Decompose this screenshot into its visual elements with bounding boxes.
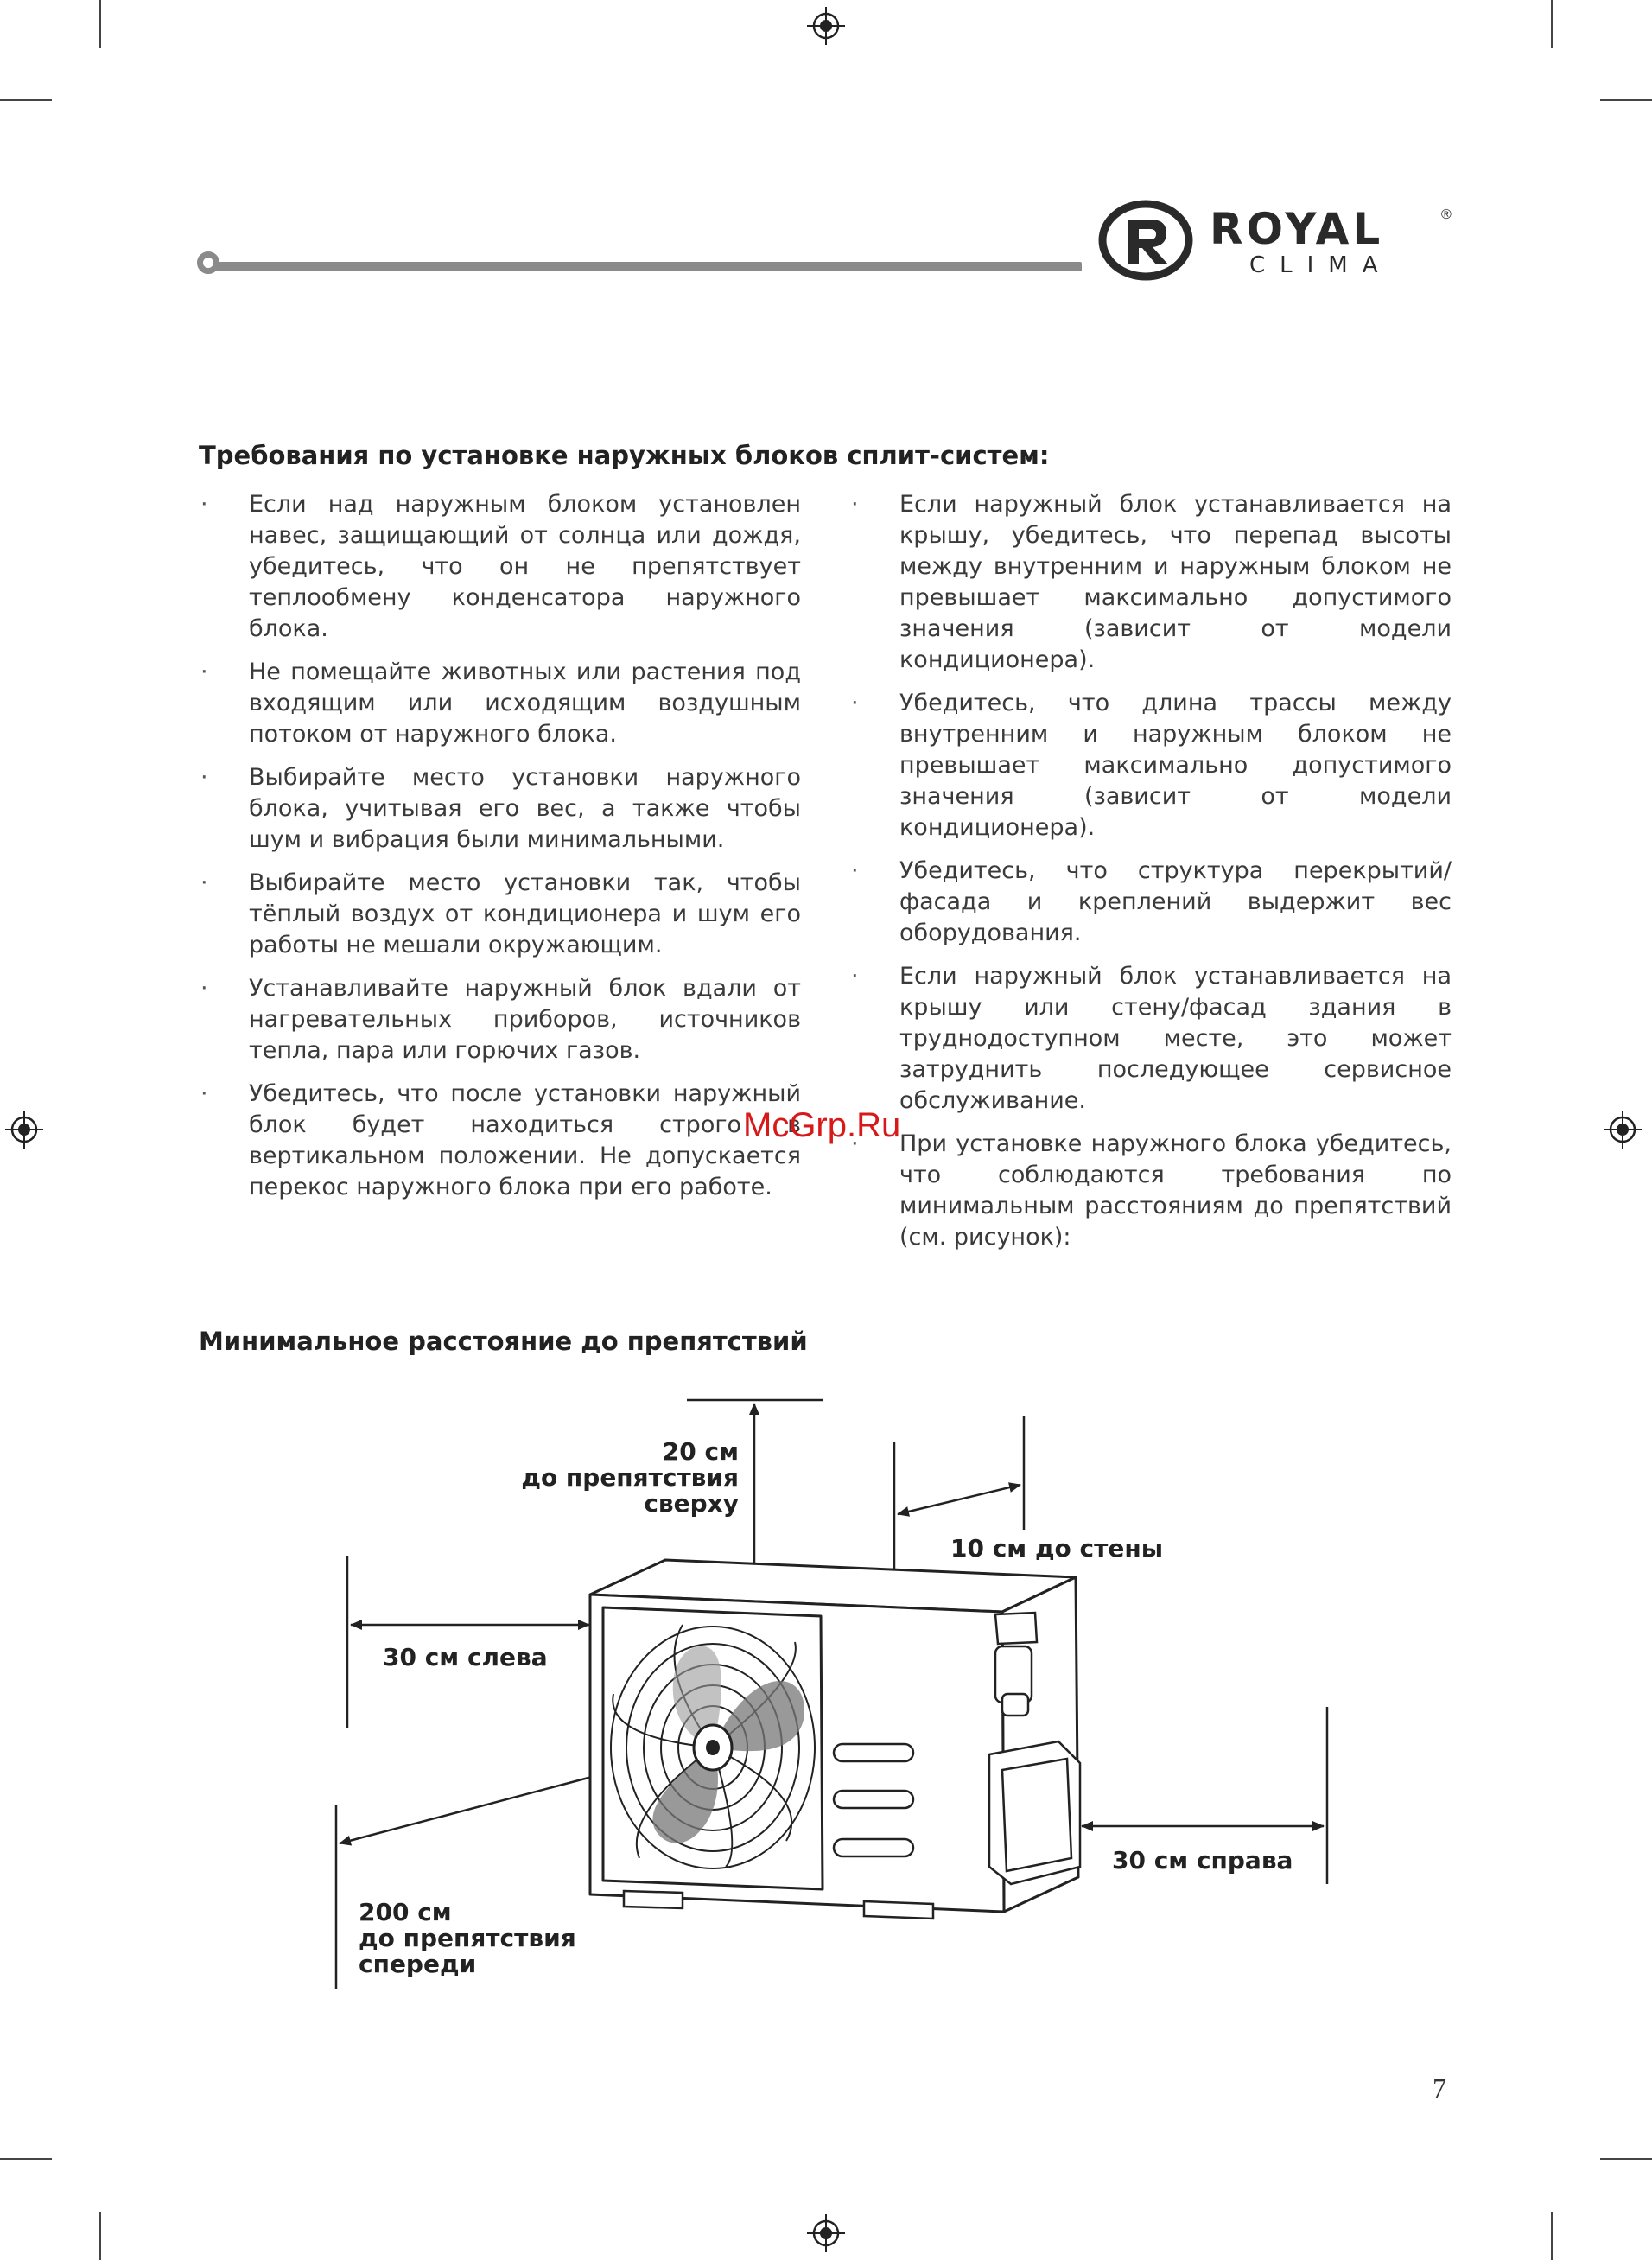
brand-r-icon <box>1097 199 1194 282</box>
section-title: Требования по установке наружных блоков сплит-систем: <box>199 441 1050 470</box>
dim-front-desc2: спереди <box>359 1950 477 1978</box>
list-item: · Убедитесь, что длина трассы между внутренним и наружным блоком не превышает максимально допустимого значения (зависит от модели кондиционера). <box>851 688 1452 844</box>
brand-name: ROYAL <box>1210 204 1384 254</box>
list-item: · Убедитесь, что структура перекрытий/фасада и креплений выдержит вес оборудования. <box>851 856 1452 949</box>
figure-title: Минимальное расстояние до препятствий <box>199 1327 808 1356</box>
dim-front-value: 200 см <box>359 1898 452 1926</box>
left-requirements-list <box>200 489 801 1215</box>
list-item: · Выбирайте место установки так, чтобы тёплый воздух от кондиционера и шум его работы не мешали окружающим. <box>200 868 801 961</box>
crop-mark <box>1600 2158 1652 2160</box>
brand-logo <box>1097 199 1460 285</box>
crop-mark <box>1600 99 1652 101</box>
registration-mark-icon <box>807 2214 845 2252</box>
list-item: · Если наружный блок устанавливается на крышу или стену/фасад здания в труднодоступном месте, это может затруднить последующее сервисное обслуживание. <box>851 961 1452 1117</box>
list-item: · Выбирайте место установки наружного блока, учитывая его вес, а также чтобы шум и вибрация были минимальными. <box>200 762 801 856</box>
list-item: · Если над наружным блоком установлен навес, защищающий от солнца или дождя, убедитесь, что он не препятствует теплообмену конденсатора наружного блока. <box>200 489 801 645</box>
dim-top-value: 20 см <box>662 1437 739 1466</box>
header-rule-dot <box>197 251 219 274</box>
brand-subname: CLIMA <box>1249 252 1393 278</box>
registration-mark-icon <box>1604 1111 1642 1149</box>
header-rule <box>211 262 1082 271</box>
dim-left-label: 30 см слева <box>383 1643 548 1671</box>
dim-top-label <box>484 1439 739 1517</box>
watermark: McGrp.Ru <box>743 1106 901 1144</box>
crop-mark <box>1551 2212 1553 2260</box>
page-number: 7 <box>1433 2072 1446 2104</box>
dim-top-desc2: сверху <box>644 1489 739 1518</box>
right-requirements-list <box>851 489 1452 1265</box>
registration-mark-icon <box>5 1111 43 1149</box>
list-item: · Если наружный блок устанавливается на крышу, убедитесь, что перепад высоты между внутренним и наружным блоком не превышает максимально допустимого значения (зависит от модели кондиционера). <box>851 489 1452 676</box>
list-item: · Устанавливайте наружный блок вдали от нагревательных приборов, источников тепла, пара или горючих газов. <box>200 973 801 1066</box>
dim-right-label: 30 см справа <box>1112 1846 1293 1875</box>
dim-wall-label: 10 см до стены <box>950 1534 1164 1563</box>
dim-front-label <box>359 1900 576 1977</box>
list-item: · При установке наружного блока убедитесь, что соблюдаются требования по минимальным расстояниям до препятствий (см. рисунок): <box>851 1129 1452 1253</box>
crop-mark <box>0 2158 52 2160</box>
brand-registered-mark: ® <box>1441 207 1452 222</box>
dim-front-desc1: до препятствия <box>359 1924 576 1952</box>
crop-mark <box>99 0 101 48</box>
list-item: · Убедитесь, что после установки наружный блок будет находиться строго в вертикальном положении. Не допускается перекос наружного блока при его работе. <box>200 1079 801 1203</box>
outdoor-unit-clearance-diagram <box>0 1366 1652 2022</box>
list-item: · Не помещайте животных или растения под входящим или исходящим воздушным потоком от наружного блока. <box>200 657 801 750</box>
registration-mark-icon <box>807 7 845 45</box>
crop-mark <box>0 99 52 101</box>
crop-mark <box>1551 0 1553 48</box>
crop-mark <box>99 2212 101 2260</box>
dim-top-desc1: до препятствия <box>521 1463 739 1492</box>
